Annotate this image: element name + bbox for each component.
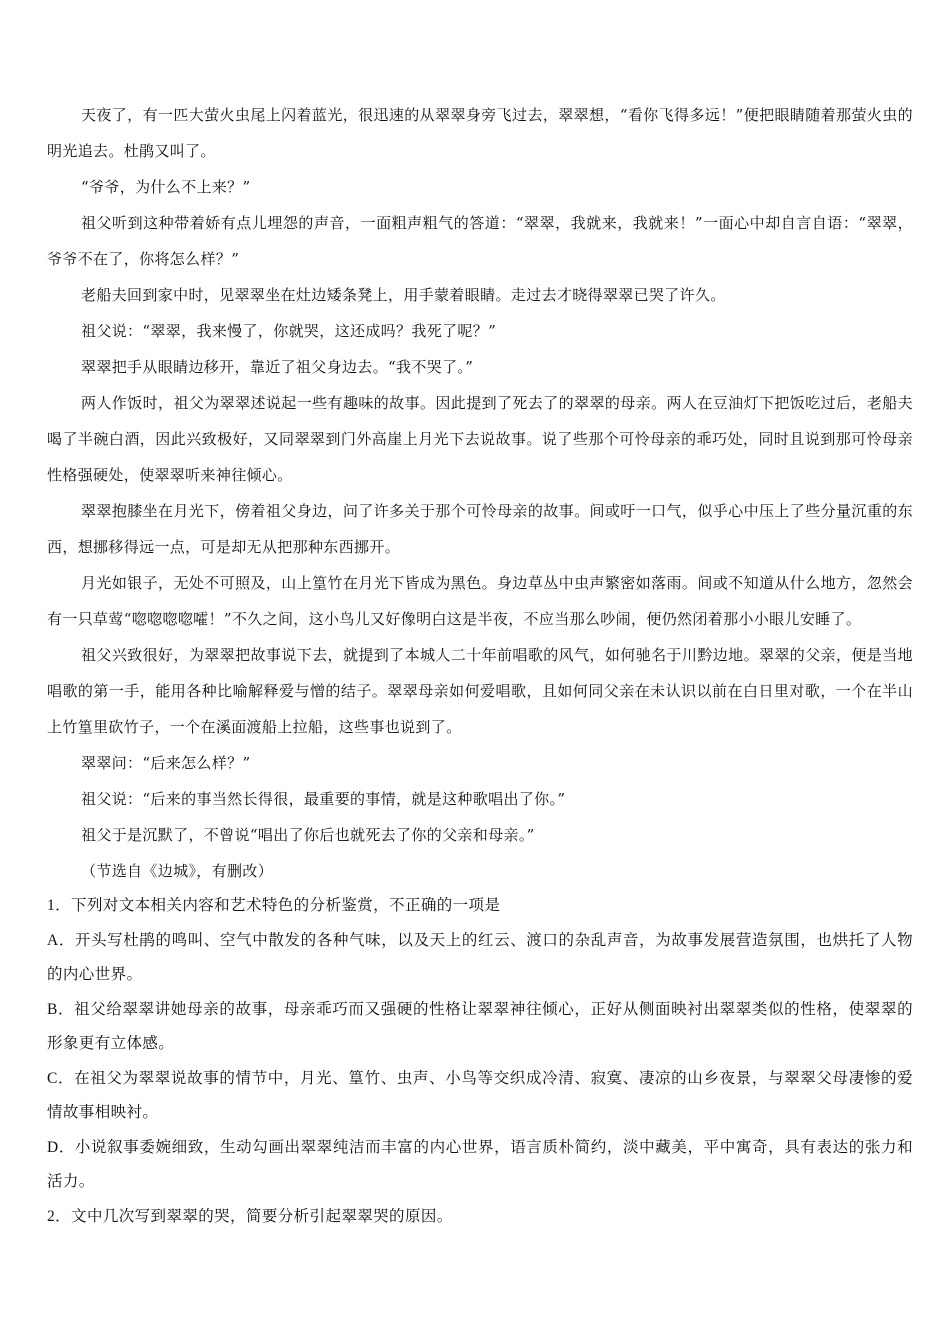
passage-paragraph: 祖父于是沉默了，不曾说“唱出了你后也就死去了你的父亲和母亲。” <box>81 826 535 844</box>
passage-paragraph: 天夜了，有一匹大萤火虫尾上闪着蓝光，很迅速的从翠翠身旁飞过去，翠翠想，“看你飞得多远！”便把眼睛随着那萤火虫的明光追去。杜鹃又叫了。 <box>47 106 913 160</box>
passage-paragraph: 祖父说：“翠翠，我来慢了，你就哭，这还成吗？我死了呢？” <box>81 322 497 340</box>
document-page <box>47 97 913 1234</box>
question-1-option-c: C．在祖父为翠翠说故事的情节中，月光、篁竹、虫声、小鸟等交织成冷清、寂寞、凄凉的山乡夜景，与翠翠父母凄惨的爱情故事相映衬。 <box>47 1069 913 1121</box>
question-2-stem: 2．文中几次写到翠翠的哭，简要分析引起翠翠哭的原因。 <box>47 1207 453 1225</box>
question-1-stem: 1．下列对文本相关内容和艺术特色的分析鉴赏，不正确的一项是 <box>47 897 501 914</box>
passage-paragraph: 老船夫回到家中时，见翠翠坐在灶边矮条凳上，用手蒙着眼睛。走过去才晓得翠翠已哭了许久。 <box>81 286 726 304</box>
passage-paragraph: 两人作饭时，祖父为翠翠述说起一些有趣味的故事。因此提到了死去了的翠翠的母亲。两人在豆油灯下把饭吃过后，老船夫喝了半碗白酒，因此兴致极好，又同翠翠到门外高崖上月光下去说故事。说了些那个可怜母亲的乖巧处，同时且说到那可怜母亲性格强硬处，使翠翠听来神往倾心。 <box>47 394 913 484</box>
passage-paragraph: 祖父兴致很好，为翠翠把故事说下去，就提到了本城人二十年前唱歌的风气，如何驰名于川黔边地。翠翠的父亲，便是当地唱歌的第一手，能用各种比喻解释爱与憎的结子。翠翠母亲如何爱唱歌，且如何同父亲在未认识以前在白日里对歌，一个在半山上竹篁里砍竹子，一个在溪面渡船上拉船，这些事也说到了。 <box>47 646 913 736</box>
passage-source: （节选自《边城》，有删改） <box>81 862 274 880</box>
passage-paragraph: 翠翠把手从眼睛边移开，靠近了祖父身边去。“我不哭了。” <box>81 358 474 376</box>
question-1-option-b: B．祖父给翠翠讲她母亲的故事，母亲乖巧而又强硬的性格让翠翠神往倾心，正好从侧面映衬出翠翠类似的性格，使翠翠的形象更有立体感。 <box>47 1000 913 1052</box>
passage-paragraph: 翠翠抱膝坐在月光下，傍着祖父身边，问了许多关于那个可怜母亲的故事。间或吁一口气，似乎心中压上了些分量沉重的东西，想挪移得远一点，可是却无从把那种东西挪开。 <box>47 502 913 556</box>
question-1-option-a: A．开头写杜鹃的鸣叫、空气中散发的各种气味，以及天上的红云、渡口的杂乱声音，为故事发展营造氛围，也烘托了人物的内心世界。 <box>47 931 913 983</box>
passage-paragraph: 祖父说：“后来的事当然长得很，最重要的事情，就是这种歌唱出了你。” <box>81 790 566 808</box>
passage-paragraph: “爷爷，为什么不上来？” <box>81 178 251 196</box>
passage-paragraph: 祖父听到这种带着娇有点儿埋怨的声音，一面粗声粗气的答道：“翠翠，我就来，我就来！”一面心中却自言自语：“翠翠，爷爷不在了，你将怎么样？” <box>47 214 913 268</box>
passage-paragraph: 翠翠问：“后来怎么样？” <box>81 754 251 772</box>
passage-paragraph: 月光如银子，无处不可照及，山上篁竹在月光下皆成为黑色。身边草丛中虫声繁密如落雨。间或不知道从什么地方，忽然会有一只草莺“唿唿唿唿嚯！”不久之间，这小鸟儿又好像明白这是半夜，不应当那么吵闹，便仍然闭着那小小眼儿安睡了。 <box>47 574 913 628</box>
question-1-option-d: D．小说叙事委婉细致，生动勾画出翠翠纯洁而丰富的内心世界，语言质朴简约，淡中藏美，平中寓奇，具有表达的张力和活力。 <box>47 1138 913 1190</box>
